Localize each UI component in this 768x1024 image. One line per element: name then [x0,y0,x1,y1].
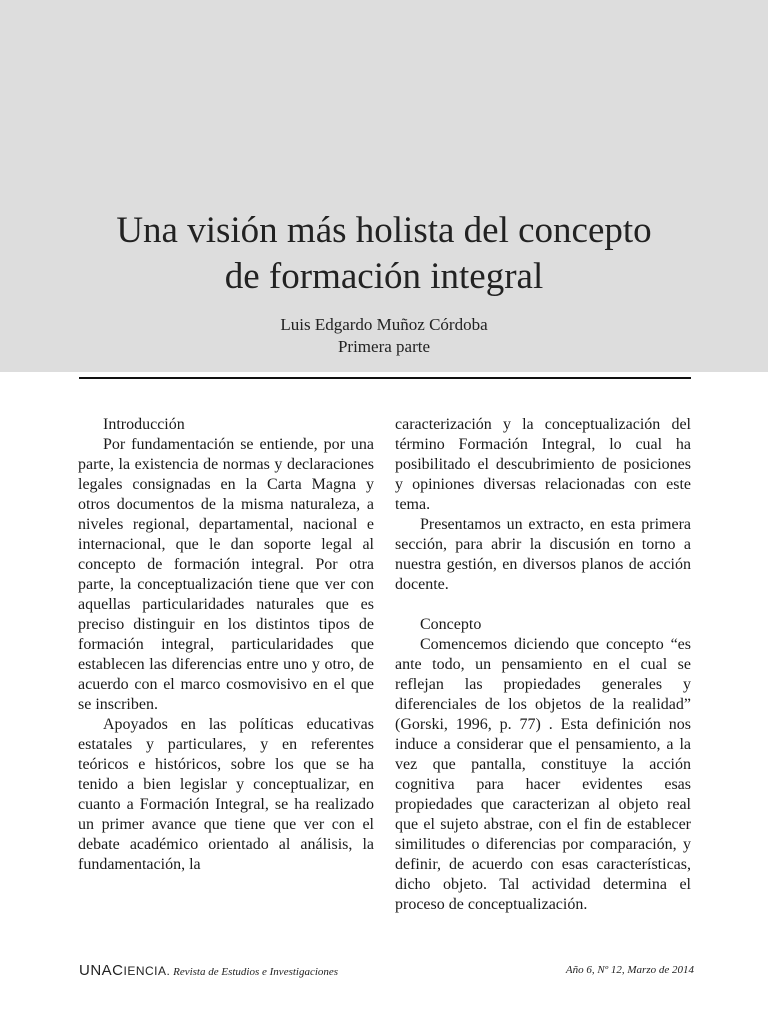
article-title [0,208,768,300]
paragraph: Por fundamentación se entiende, por una parte, la existencia de normas y declaraciones legales consignadas en la Carta Magna y otros documentos de la misma naturaleza, a niveles regional, departamental, nacional e internacional, que le dan soporte legal al concepto de formación integral. Por otra parte, la conceptualización tiene que ver con aquellas particularidades naturales que es preciso distinguir en los distintos tipos de formación integral, particularidades que establecen las diferencias entre uno y otro, de acuerdo con el marco cosmovisivo en el que se inscriben. [78,436,374,713]
title-line-2: de formación integral [224,256,544,297]
section-heading-concepto: Concepto [420,616,482,633]
paragraph: Presentamos un extracto, en esta primera sección, para abrir la discusión en torno a nuestra gestión, en diversos planos de acción docente. [395,516,691,593]
author-name: Luis Edgardo Muñoz Córdoba [280,315,488,334]
paragraph: Apoyados en las políticas educativas estatales y particulares, y en referentes teóricos e históricos, sobre los que se ha tenido a bien legislar y conceptualizar, en cuanto a Formación Integral, se ha realizado un primer avance que tiene que ver con el debate académico orientado al análisis, la fundamentación, la [78,716,374,873]
footer-journal [79,962,338,979]
article-part: Primera parte [337,337,431,356]
left-column [78,415,374,875]
journal-logo: UNACIENCIA. [79,962,171,979]
journal-name: Revista de Estudios e Investigaciones [173,966,339,978]
paragraph: caracterización y la conceptualización del término Formación Integral, lo cual ha posibilitado el descubrimiento de posiciones y opiniones diversas relacionadas con este tema. [395,416,691,513]
paragraph: Comencemos diciendo que concepto “es ante todo, un pensamiento en el cual se reflejan las propiedades generales y diferenciales de los objetos de la realidad” (Gorski, 1996, p. 77) . Esta definición nos induce a considerar que el pensamiento, a la vez que pantalla, constituye la acción cognitiva para hacer evidentes esas propiedades que caracterizan al objeto real que el sujeto abstrae, con el fin de establecer similitudes o diferencias por comparación, y definir, de acuerdo con esas características, dicho objeto. Tal actividad determina el proceso de conceptualización. [395,636,691,913]
right-column [395,415,691,915]
paragraph-gap [395,595,691,615]
title-line-1: Una visión más holista del concepto [116,210,652,251]
section-heading-introduccion: Introducción [103,416,185,433]
footer-issue: Año 6, Nº 12, Marzo de 2014 [565,964,694,976]
header-divider [79,377,691,379]
